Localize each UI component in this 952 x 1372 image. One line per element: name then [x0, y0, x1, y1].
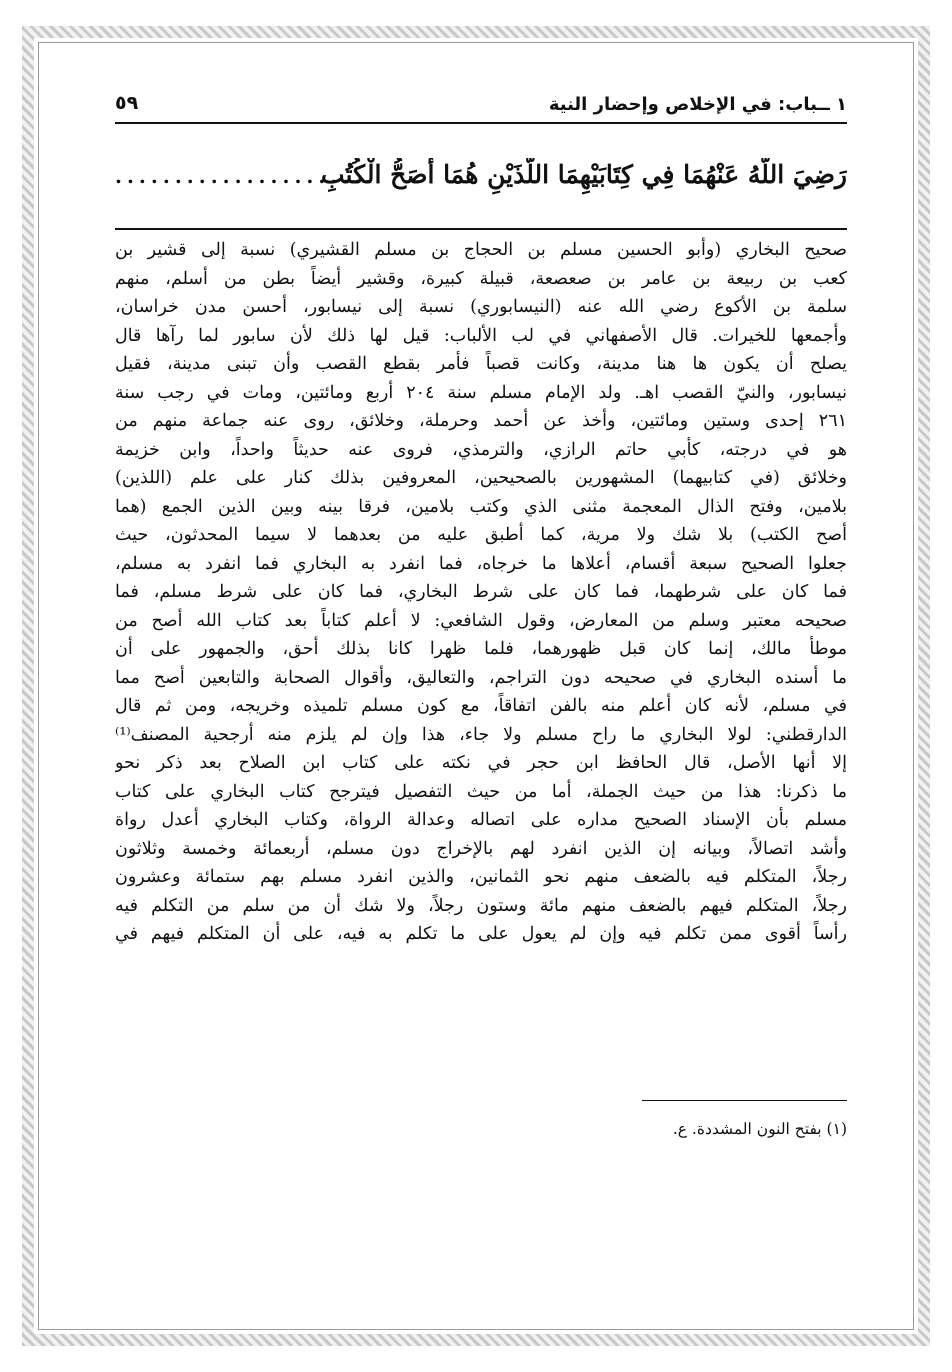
body-line: مسلم بأن الإسناد الصحيح مداره على اتصاله وعدالة الرواة، وكتاب البخاري أعدل رواة	[115, 810, 847, 830]
body-line: ما أسنده البخاري في صحيحه دون التراجم، والتعاليق، وأقوال الصحابة والتابعين أصح مما	[115, 667, 847, 688]
page-header	[115, 88, 847, 124]
hadith-text-line	[115, 158, 847, 204]
text-separator	[115, 228, 847, 230]
body-line: رأساً أقوى ممن تكلم فيه وإن لم يعول على ما تكلم به فيه، على أن المتكلم فيهم في	[115, 924, 847, 944]
dotted-leader: ......................	[115, 164, 379, 188]
page-number: ٥٩	[115, 92, 139, 114]
body-line: فما كان على شرطهما، فما كان على شرط البخاري، فما كان على شرط مسلم، فما	[115, 582, 847, 602]
body-line: هو في درجته، كأبي حاتم الرازي، والترمذي، فروى عنه حديثاً واحداً، وابن خزيمة	[115, 439, 847, 460]
body-line: وأشد اتصالاً، وبيانه إن الذين انفرد لهم بالإخراج دون مسلم، أربعمائة وخمسة وثلاثون	[115, 838, 847, 859]
body-line: في مسلم، لأنه كان أعلم منه بالفن اتفاقاً، مع كون مسلم تلميذه وخريجه، ومن ثم قال	[115, 696, 847, 716]
body-line: بلامين، وفتح الذال المعجمة مثنى الذي وكتب بلامين، فرقا بينه وبين الذين الجمع (هما	[115, 496, 847, 517]
body-line: صحيح البخاري (وأبو الحسين مسلم بن الحجاج بن مسلم القشيري) نسبة إلى قشير بن	[115, 240, 847, 260]
body-line: كعب بن ربيعة بن عامر بن صعصعة، قبيلة كبيرة، وقشير أيضاً بطن من أسلم، منهم	[115, 268, 847, 289]
body-line: ٢٦١ إحدى وستين ومائتين، وأخذ عن أحمد وحرملة، وخلائق، روى عنه جماعة منهم من	[115, 411, 847, 431]
hadith-text: رَضِيَ اللَّهُ عَنْهُمَا فِي كِتَابَيْهِمَا اللَّذَيْنِ هُمَا أَصَحُّ الْكُتُبِ	[321, 160, 847, 189]
body-line: نيسابور، والنيّ القصب اهـ. ولد الإمام مسلم سنة ٢٠٤ أربع ومائتين، ومات في رجب سنة	[115, 382, 847, 403]
body-line: ما ذكرنا: هذا من حيث الجملة، أما من حيث التفصيل فيترجح كتاب البخاري على كتاب	[115, 781, 847, 802]
book-page	[115, 88, 847, 1288]
body-line: جعلوا الصحيح سبعة أقسام، أعلاها ما خرجاه، فما انفرد به البخاري فما انفرد به مسلم،	[115, 553, 847, 574]
body-line: إلا أنها الأصل، قال الحافظ ابن حجر في نكته على كتاب ابن الصلاح بعد ذكر نحو	[115, 753, 847, 773]
body-line: يصلح أن يكون ها هنا مدينة، وكانت قصباً فأمر بقطع القصب وأن تبنى مدينة، فقيل	[115, 354, 847, 374]
body-line: رجلاً، المتكلم فيه بالضعف منهم نحو الثمانين، والذين انفرد مسلم بهم ستمائة وعشرون	[115, 867, 847, 887]
footnote-separator	[642, 1100, 847, 1101]
body-line: رجلاً، المتكلم فيهم بالضعف منهم مائة وستون رجلاً، ولا شك أن من سلم من التكلم فيه	[115, 895, 847, 916]
body-line: موطأ مالك، إنما كان قبل ظهورهما، فلما ظهرا كانا بذلك أحق، والجمهور على أن	[115, 639, 847, 659]
body-line: الدارقطني: لولا البخاري ما راح مسلم ولا جاء، هذا وإن لم يلزم منه أرجحية المصنف⁽¹⁾	[115, 724, 847, 745]
body-line: سلمة بن الأكوع رضي الله عنه (النيسابوري) نسبة إلى نيسابور، أحسن مدن خراسان،	[115, 297, 847, 317]
body-line: وأجمعها للخيرات. قال الأصفهاني في لب الألباب: قيل لها ذلك لأن سابور لما رآها قال	[115, 325, 847, 346]
body-line: صحيحه معتبر وسلم من المعارض، وقول الشافعي: لا أعلم كتاباً بعد كتاب الله أصح من	[115, 610, 847, 631]
footnote: (١) بفتح النون المشددة. ع.	[672, 1120, 847, 1138]
chapter-title: ١ ــباب: في الإخلاص وإحضار النية	[548, 94, 847, 115]
body-line: أصح الكتب) بلا شك ولا مرية، كما أطبق عليه من بعدهما لا سيما المحدثون، حيث	[115, 525, 847, 545]
commentary-body	[115, 236, 847, 949]
body-line: وخلائق (في كتابيهما) المشهورين بالصحيحين، المعروفين بذلك كنار على علم (اللذين)	[115, 468, 847, 488]
